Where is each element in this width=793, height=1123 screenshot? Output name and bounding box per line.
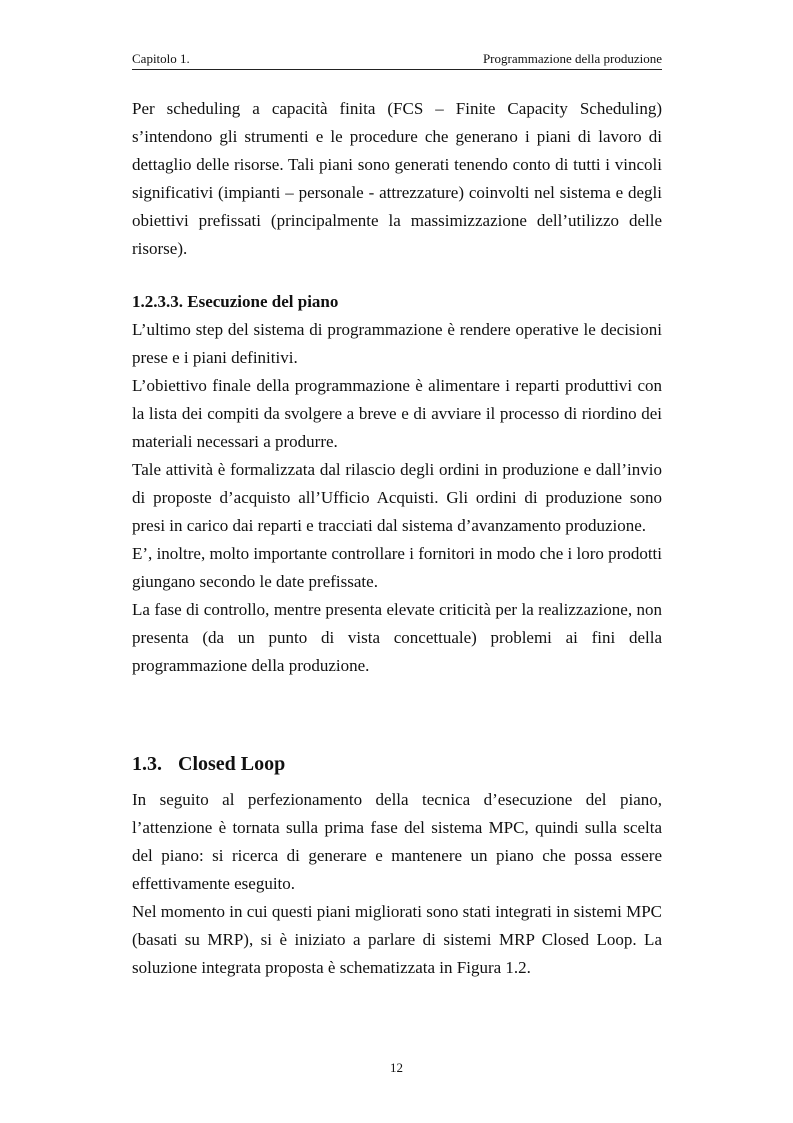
paragraph: In seguito al perfezionamento della tecnica d’esecuzione del piano, l’attenzione è tornata sulla prima fase del sistema MPC, quindi sulla scelta del piano: si ricerca di generare e mantenere un piano che possa essere effettivamente eseguito. — [132, 790, 662, 893]
chapter-title: Programmazione della produzione — [482, 51, 662, 66]
paragraph: E’, inoltre, molto importante controllare i fornitori in modo che i loro prodotti giungano secondo le date prefissate. — [132, 544, 662, 591]
paragraph: L’ultimo step del sistema di programmazione è rendere operative le decisioni prese e i piani definitivi. — [132, 320, 662, 367]
chapter-label: Capitolo 1. — [132, 51, 190, 66]
intro-paragraph: Per scheduling a capacità finita (FCS – Finite Capacity Scheduling) s’intendono gli strumenti e le procedure che generano i piani di lavoro di dettaglio delle risorse. Tali piani sono generati tenendo conto di tutti i vincoli significativi (impianti – personale - attrezzature) coinvolti nel sistema e degli obiettivi prefissati (principalmente la massimizzazione dell’utilizzo delle risorse). — [132, 99, 662, 258]
paragraph: Tale attività è formalizzata dal rilascio degli ordini in produzione e dall’invio di proposte d’acquisto all’Ufficio Acquisti. Gli ordini di produzione sono presi in carico dai reparti e tracciati dal sistema d’avanzamento produzione. — [132, 460, 662, 535]
page-number: 12 — [390, 1060, 403, 1075]
paragraph: La fase di controllo, mentre presenta elevate criticità per la realizzazione, non presenta (da un punto di vista concettuale) problemi ai fini della programmazione della produzione. — [132, 600, 662, 675]
section-heading — [132, 750, 662, 778]
paragraph: Nel momento in cui questi piani migliorati sono stati integrati in sistemi MPC (basati su MRP), si è iniziato a parlare di sistemi MRP Closed Loop. La soluzione integrata proposta è schematizzata in Figura 1.2. — [132, 902, 662, 977]
header-divider — [132, 69, 662, 70]
subsection-heading: 1.2.3.3. Esecuzione del piano — [132, 292, 339, 311]
section-block — [132, 750, 662, 982]
intro-block — [132, 95, 662, 263]
subsection-block — [132, 290, 662, 680]
section-number: 1.3. — [132, 753, 162, 775]
paragraph: L’obiettivo finale della programmazione è alimentare i reparti produttivi con la lista dei compiti da svolgere a breve e di avviare il processo di riordino dei materiali necessari a produrre. — [132, 376, 662, 451]
section-title: Closed Loop — [178, 753, 286, 775]
running-header — [132, 50, 662, 68]
